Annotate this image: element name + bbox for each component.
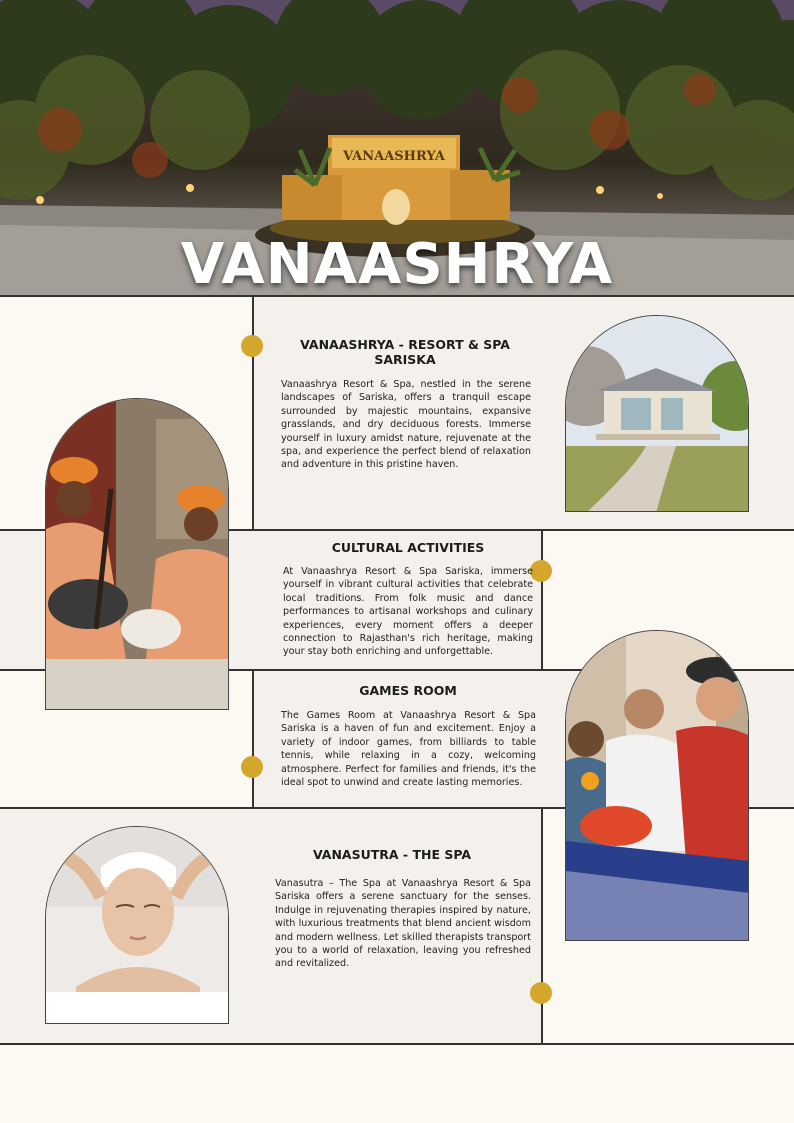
spa-photo [45, 826, 229, 1024]
resort-description: Vanaashrya Resort & Spa, nestled in the serene landscapes of Sariska, offers a tranquil escape surrounded by majestic mountains, expansive grasslands, and dry deciduous forests. Immerse yourself in luxury amidst nature, rejuvenate at the spa, and experience the perfect blend of relaxation and adventure in this pristine haven. [281, 379, 531, 471]
accent-dot [241, 335, 263, 357]
resort-title: VANAASHRYA - RESORT & SPA SARISKA [300, 337, 510, 367]
hero-banner [0, 0, 794, 295]
games-room-photo [565, 630, 749, 941]
divider [0, 295, 794, 297]
cultural-description: At Vanaashrya Resort & Spa Sariska, immerse yourself in vibrant cultural activities that celebrate local traditions. From folk music and dance performances to artisanal workshops and culinary experiences, every moment offers a deeper connection to Rajasthan's rich heritage, making your stay both enriching and unforgettable. [283, 566, 533, 658]
accent-dot [530, 560, 552, 582]
divider [0, 1043, 794, 1045]
divider [541, 807, 543, 1044]
musicians-photo [45, 398, 229, 710]
hero-title: VANAASHRYA [180, 232, 614, 295]
cottage-photo [565, 315, 749, 512]
cultural-title: CULTURAL ACTIVITIES [331, 540, 485, 555]
sign-text: VANAASHRYA [343, 149, 445, 164]
divider [252, 295, 254, 530]
spa-description: Vanasutra – The Spa at Vanaashrya Resort & Spa Sariska offers a serene sanctuary for the senses. Indulge in rejuvenating therapies inspired by nature, with luxurious treatments that blend ancient wisdom and modern wellness. Let skilled therapists transport you to a world of relaxation, leaving you refreshed and revitalized. [275, 878, 531, 970]
games-title: GAMES ROOM [359, 683, 457, 698]
divider [541, 529, 543, 670]
accent-dot [530, 982, 552, 1004]
accent-dot [241, 756, 263, 778]
divider [252, 669, 254, 808]
games-description: The Games Room at Vanaashrya Resort & Spa Sariska is a haven of fun and excitement. Enjoy a variety of indoor games, from billiards to table tennis, while relaxing in a cozy, welcoming atmosphere. Perfect for families and friends, it's the ideal spot to unwind and create lasting memories. [281, 710, 536, 789]
spa-title: VANASUTRA - THE SPA [312, 847, 472, 862]
